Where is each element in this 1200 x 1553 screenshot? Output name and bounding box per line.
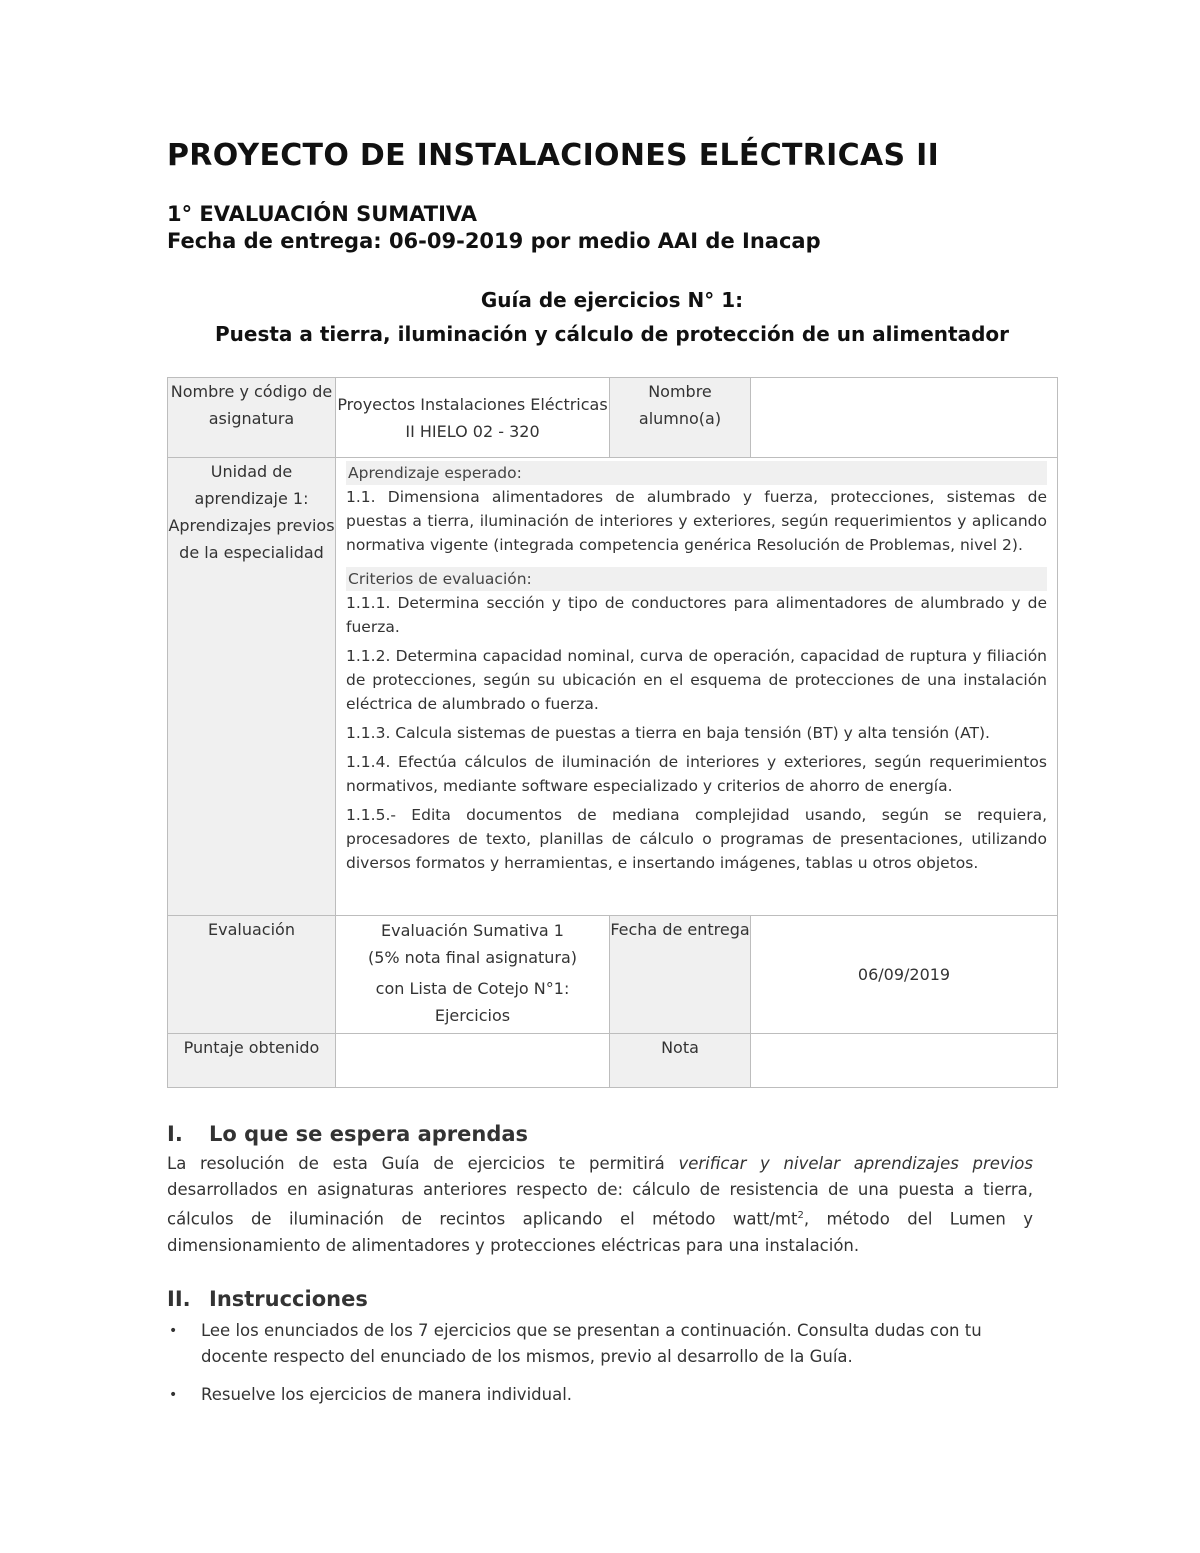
list-item: • Resuelve los ejercicios de manera individual. (167, 1382, 1033, 1408)
due-date-value: 06/09/2019 (751, 916, 1058, 1034)
criterion-item: 1.1.4. Efectúa cálculos de iluminación de interiores y exteriores, según requerimientos normativos, mediante software especializado y criterios de ahorro de energía. (346, 753, 1047, 795)
table-row (168, 458, 1058, 916)
expected-learning-text: 1.1. Dimensiona alimentadores de alumbrado y fuerza, protecciones, sistemas de puestas a tierra, iluminación de interiores y exteriores, según requerimientos y aplicando normativa vigente (integrada competencia genérica Resolución de Problemas, nivel 2). (346, 488, 1047, 554)
table-row (168, 1034, 1058, 1088)
document-title: PROYECTO DE INSTALACIONES ELÉCTRICAS II (167, 138, 940, 173)
student-name-label: Nombre alumno(a) (610, 378, 751, 458)
section-1-paragraph: La resolución de esta Guía de ejercicios te permitirá verificar y nivelar aprendizajes previos desarrollados en asignaturas anteriores respecto de: cálculo de resistencia de una puesta a tierra, cálculos de iluminación de recintos aplicando el método watt/$mt^2$, método del Lumen y dimensionamiento de alimentadores y protecciones eléctricas para una instalación. (167, 1154, 1033, 1255)
criterion-item: 1.1.2. Determina capacidad nominal, curva de operación, capacidad de ruptura y filiación de protecciones, según su ubicación en el esquema de protecciones de una instalación eléctrica de alumbrado o fuerza. (346, 647, 1047, 713)
learning-unit-label: Unidad de aprendizaje 1: Aprendizajes previos de la especialidad (168, 458, 336, 916)
evaluation-value: Evaluación Sumativa 1 (5% nota final asignatura) con Lista de Cotejo N°1: Ejercicios (336, 916, 610, 1034)
course-info-table (167, 377, 1058, 1088)
evaluation-heading: 1° EVALUACIÓN SUMATIVA (167, 202, 478, 226)
guide-title: Guía de ejercicios N° 1: (480, 288, 744, 312)
criterion-item: 1.1.5.- Edita documentos de mediana complejidad usando, según se requiera, procesadores de texto, planillas de cálculo o programas de presentaciones, utilizando diversos formatos y herramientas, e insertando imágenes, tablas u otros objetos. (346, 806, 1047, 872)
section-heading-1: I. Lo que se espera aprendas (167, 1122, 529, 1146)
criterion-item: 1.1.3. Calcula sistemas de puestas a tierra en baja tensión (BT) y alta tensión (AT). (346, 724, 990, 742)
bullet-icon: • (169, 1387, 178, 1403)
table-row (168, 916, 1058, 1034)
criterion-item: 1.1.1. Determina sección y tipo de conductores para alimentadores de alumbrado y de fuerza. (346, 594, 1047, 636)
expected-learning-heading: Aprendizaje esperado: (346, 461, 1047, 485)
criteria-heading: Criterios de evaluación: (346, 567, 1047, 591)
bullet-icon: • (169, 1323, 178, 1339)
grade-label: Nota (610, 1034, 751, 1088)
course-name-label: Nombre y código de asignatura (168, 378, 336, 458)
guide-subtitle: Puesta a tierra, iluminación y cálculo de protección de un alimentador (214, 322, 1009, 346)
score-label: Puntaje obtenido (168, 1034, 336, 1088)
section-heading-2: II. Instrucciones (167, 1287, 368, 1311)
evaluation-label: Evaluación (168, 916, 336, 1034)
grade-field[interactable] (751, 1034, 1058, 1088)
table-row (168, 378, 1058, 458)
due-date-label: Fecha de entrega (610, 916, 751, 1034)
score-field[interactable] (336, 1034, 610, 1088)
due-date-line: Fecha de entrega: 06-09-2019 por medio AAI de Inacap (167, 229, 821, 253)
list-item: • Lee los enunciados de los 7 ejercicios que se presentan a continuación. Consulta dudas con tu docente respecto del enunciado de los mismos, previo al desarrollo de la Guía. (167, 1318, 1033, 1370)
student-name-field[interactable] (751, 378, 1058, 458)
learning-outcomes-cell (336, 458, 1058, 916)
course-name-value: Proyectos Instalaciones Eléctricas II HIELO 02 - 320 (336, 378, 610, 458)
